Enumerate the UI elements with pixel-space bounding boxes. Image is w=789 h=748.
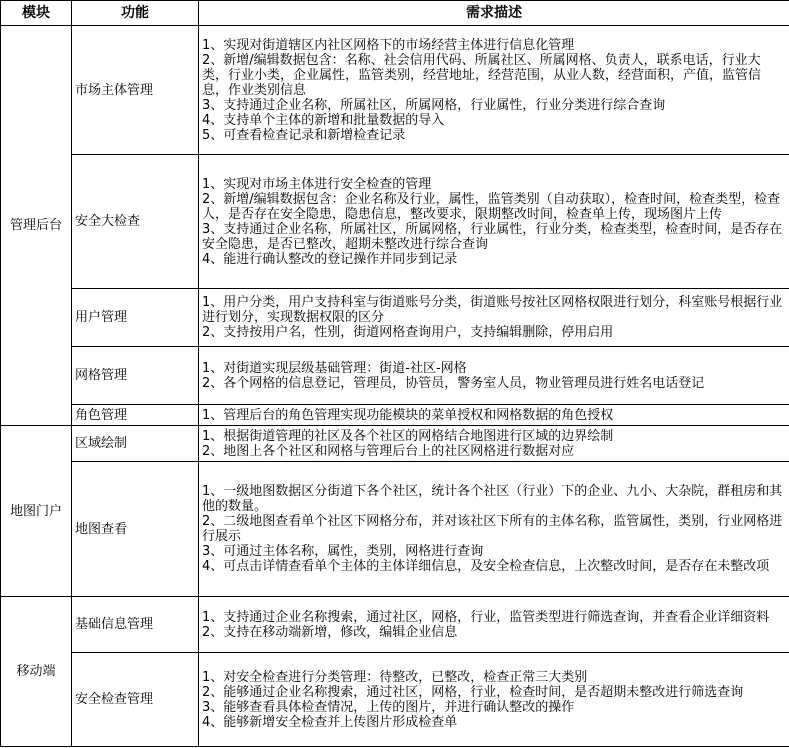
table-row (1, 347, 789, 405)
description-line: 1、对街道实现层级基础管理：街道-社区-网格 (202, 360, 467, 376)
table-row (1, 462, 789, 597)
function-cell: 网格管理 (72, 347, 199, 405)
description-line: 2、各个网格的信息登记，管理员，协管员，警务室人员，物业管理员进行姓名电话登记 (202, 375, 705, 391)
header-function: 功能 (72, 1, 199, 26)
description-line: 1、实现对市场主体进行安全检查的管理 (202, 176, 432, 192)
description-line: 2、能够通过企业名称搜索，通过社区，网格，行业，检查时间，是否超期未整改进行筛选查询 (202, 684, 744, 700)
description-line: 4、能进行确认整改的登记操作并同步到记录 (202, 251, 458, 267)
description-line: 1、根据街道管理的社区及各个社区的网格结合地图进行区域的边界绘制 (202, 428, 614, 444)
description-cell (199, 26, 789, 155)
module-cell: 移动端 (1, 597, 72, 747)
description-line: 1、用户分类，用户支持科室与街道账号分类，街道账号按社区网格权限进行划分，科室账号根据行业进行划分，实现数据权限的区分 (202, 295, 783, 325)
description-cell (199, 653, 789, 747)
function-cell: 安全检查管理 (72, 653, 199, 747)
description-cell (199, 289, 789, 347)
description-line: 3、可通过主体名称，属性，类别，网格进行查询 (202, 544, 484, 559)
description-line: 1、对安全检查进行分类管理：待整改，已整改，检查正常三大类别 (202, 669, 588, 685)
function-cell: 地图查看 (72, 462, 199, 597)
description-cell (199, 426, 789, 462)
table-row (1, 289, 789, 347)
function-cell: 用户管理 (72, 289, 199, 347)
table-row (1, 653, 789, 747)
table-row (1, 597, 789, 653)
description-line: 2、二级地图查看单个社区下网格分布，并对该社区下所有的主体名称，监管属性，类别，行业网格进行展示 (202, 514, 783, 544)
function-cell: 市场主体管理 (72, 26, 199, 155)
description-line: 4、可点击详情查看单个主体的主体详细信息，及安全检查信息，上次整改时间，是否存在未整改项 (202, 559, 770, 574)
description-line: 2、支持在移动端新增，修改，编辑企业信息 (202, 624, 458, 640)
description-line: 3、能够查看具体检查情况，上传的图片，并进行确认整改的操作 (202, 699, 575, 715)
description-cell (199, 597, 789, 653)
description-line: 2、新增/编辑数据包含：名称、社会信用代码、所属社区、所属网格、负责人，联系电话，行业大类，行业小类，企业属性，监管类别，经营地址，经营范围，从业人数，经营面积，产值，监管信息，作业类别信息 (202, 52, 762, 98)
description-cell (199, 462, 789, 597)
function-cell: 区域绘制 (72, 426, 199, 462)
description-line: 1、实现对街道辖区内社区网格下的市场经营主体进行信息化管理 (202, 37, 575, 53)
header-description: 需求描述 (199, 1, 789, 26)
table-row (1, 426, 789, 462)
table-row (1, 405, 789, 426)
description-line: 2、支持按用户名，性别，街道网格查询用户，支持编辑删除，停用启用 (202, 325, 614, 340)
description-cell (199, 405, 789, 426)
description-line: 2、地图上各个社区和网格与管理后台上的社区网格进行数据对应 (202, 443, 575, 459)
description-line: 1、支持通过企业名称搜索，通过社区，网格，行业，监管类型进行筛选查询，并查看企业详细资料 (202, 609, 770, 625)
description-cell (199, 155, 789, 289)
description-line: 5、可查看检查记录和新增检查记录 (202, 127, 406, 143)
header-module: 模块 (1, 1, 72, 26)
description-line: 2、新增/编辑数据包含：企业名称及行业，属性，监管类别（自动获取），检查时间，检查类型，检查人，是否存在安全隐患，隐患信息，整改要求，限期整改时间，检查单上传，现场图片上传 (202, 191, 781, 222)
description-line: 1、一级地图数据区分街道下各个社区，统计各个社区（行业）下的企业、九小、大杂院，群租房和其他的数量。 (202, 484, 783, 514)
description-cell (199, 347, 789, 405)
function-cell: 基础信息管理 (72, 597, 199, 653)
function-cell: 角色管理 (72, 405, 199, 426)
description-line: 3、支持通过企业名称，所属社区，所属网格，行业属性，行业分类进行综合查询 (202, 97, 666, 113)
header-row (1, 1, 789, 26)
module-cell: 管理后台 (1, 26, 72, 426)
description-line: 4、支持单个主体的新增和批量数据的导入 (202, 112, 445, 128)
description-line: 4、能够新增安全检查并上传图片形成检查单 (202, 714, 458, 730)
table-row (1, 155, 789, 289)
description-line: 3、支持通过企业名称，所属社区，所属网格，行业属性，行业分类，检查类型，检查时间，是否存在安全隐患，是否已整改，超期未整改进行综合查询 (202, 221, 783, 252)
description-line: 1、管理后台的角色管理实现功能模块的菜单授权和网格数据的角色授权 (202, 407, 614, 423)
module-cell: 地图门户 (1, 426, 72, 597)
function-cell: 安全大检查 (72, 155, 199, 289)
table-row (1, 26, 789, 155)
